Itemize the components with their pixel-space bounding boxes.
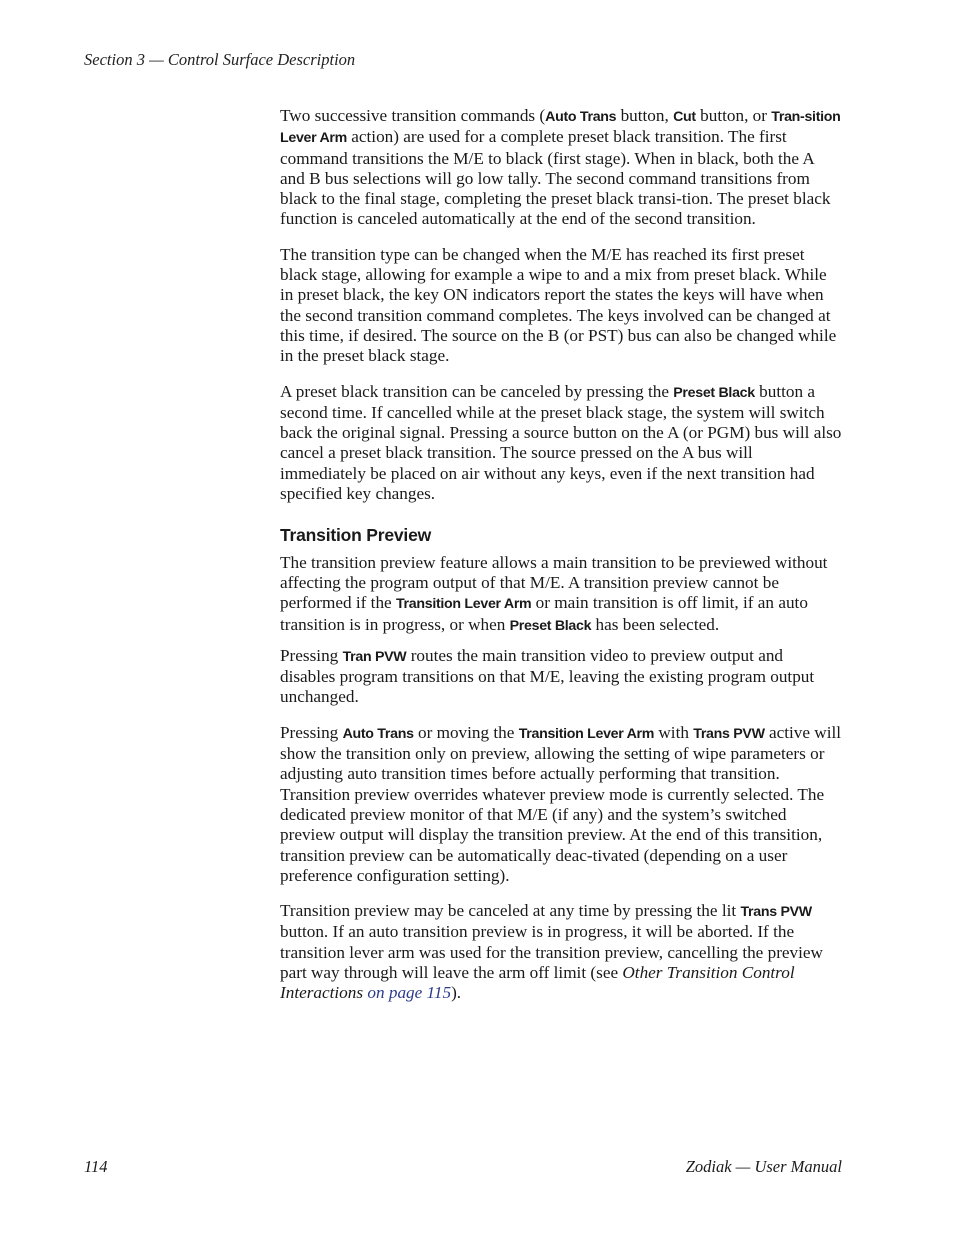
button-name-trans-pvw: Trans PVW <box>693 725 765 742</box>
text-run: button, <box>616 106 674 125</box>
text-run: A preset black transition can be canceled by pressing the <box>280 381 674 401</box>
text-run: button. If an auto transition preview is in progress, it will be aborted. If the transition lever arm was used for the transition preview, cancelling the preview part way through will leave the arm off limit (see <box>280 922 823 982</box>
button-name-auto-trans: Auto Trans <box>342 725 414 742</box>
control-name-transition-lever-arm: Transition Lever Arm <box>395 596 532 613</box>
control-name-transition-lever-arm: Transition Lever Arm <box>518 725 655 742</box>
text-run: Two successive transition commands ( <box>280 106 546 125</box>
manual-title-footer: Zodiak — User Manual <box>685 1157 842 1176</box>
paragraph-tran-pvw <box>280 646 842 708</box>
text-run: with <box>654 722 694 742</box>
running-header: Section 3 — Control Surface Description <box>84 50 356 69</box>
paragraph-cancel-preview <box>280 901 842 1003</box>
section-heading-transition-preview: Transition Preview <box>280 525 432 546</box>
paragraph-transition-type: The transition type can be changed when the M/E has reached its first preset black stage, allowing for example a wipe to and a mix from preset black. While in preset black, the key ON indicators report the states the keys will have when the second transition command completes. The keys involved can be changed at this time, if desired. The source on the B (or PST) bus can also be changed while in the preset black stage. <box>280 244 837 366</box>
button-name-preset-black: Preset Black <box>509 617 592 634</box>
text-run: Transition preview may be canceled at any time by pressing the lit <box>280 901 741 921</box>
text-run: Pressing <box>280 722 343 742</box>
cross-reference-title: Other Transition Control Interactions <box>280 962 795 1003</box>
page-body <box>280 106 842 1019</box>
text-run: button a second time. If cancelled while at the preset black stage, the system will switch back the original signal. Pressing a source button on the A (or PGM) bus will also cancel a preset black transition. The source pressed on the A bus will immediately be placed on air without any keys, even if the next transition had specified key changes. <box>280 381 842 504</box>
paragraph-preview-behavior <box>280 723 842 886</box>
text-run: button, or <box>695 106 772 125</box>
text-run: active will show the transition only on preview, allowing the setting of wipe parameters or adjusting auto transition times before actually performing that transition. Transition preview overrides whatever preview mode is currently selected. The dedicated preview monitor of that M/E (if any) and the system’s switched preview output will display the transition preview. At the end of this transition, transition preview can be automatically deac-tivated (depending on a user preference configuration setting). <box>280 722 842 885</box>
text-run: Pressing <box>280 645 343 665</box>
button-name-trans-pvw: Trans PVW <box>740 904 812 921</box>
paragraph-transition-preview-intro <box>280 553 842 636</box>
page-number: 114 <box>84 1157 108 1176</box>
button-name-preset-black: Preset Black <box>673 384 755 401</box>
control-name-transition-lever-arm: Tran-sition Lever Arm <box>280 109 841 147</box>
button-name-tran-pvw: Tran PVW <box>342 648 407 665</box>
text-run: action) are used for a complete preset black transition. The first command transitions the M/E to black (first stage). When in black, both the A and B bus selections will go low tally. The second command transitions from black to the final stage, completing the preset black transi-tion. The preset black function is canceled automatically at the end of the second transition. <box>280 127 831 229</box>
paragraph-cancel-preset-black <box>280 382 842 505</box>
cross-reference-page-link[interactable]: on page 115 <box>367 983 452 1003</box>
text-run: The transition preview feature allows a main transition to be previewed without affecting the program output of that M/E. A transition preview cannot be performed if the <box>280 552 828 613</box>
text-run: ). <box>451 983 462 1003</box>
text-run: has been selected. <box>591 614 720 634</box>
text-run: or main transition is off limit, if an auto transition is in progress, or when <box>280 593 808 634</box>
button-name-auto-trans: Auto Trans <box>545 109 617 125</box>
button-name-cut: Cut <box>673 109 696 125</box>
text-run: routes the main transition video to preview output and disables program transitions on that M/E, leaving the existing program output unchanged. <box>280 645 815 707</box>
text-run: or moving the <box>413 722 519 742</box>
paragraph-preset-black-commands <box>280 106 842 230</box>
